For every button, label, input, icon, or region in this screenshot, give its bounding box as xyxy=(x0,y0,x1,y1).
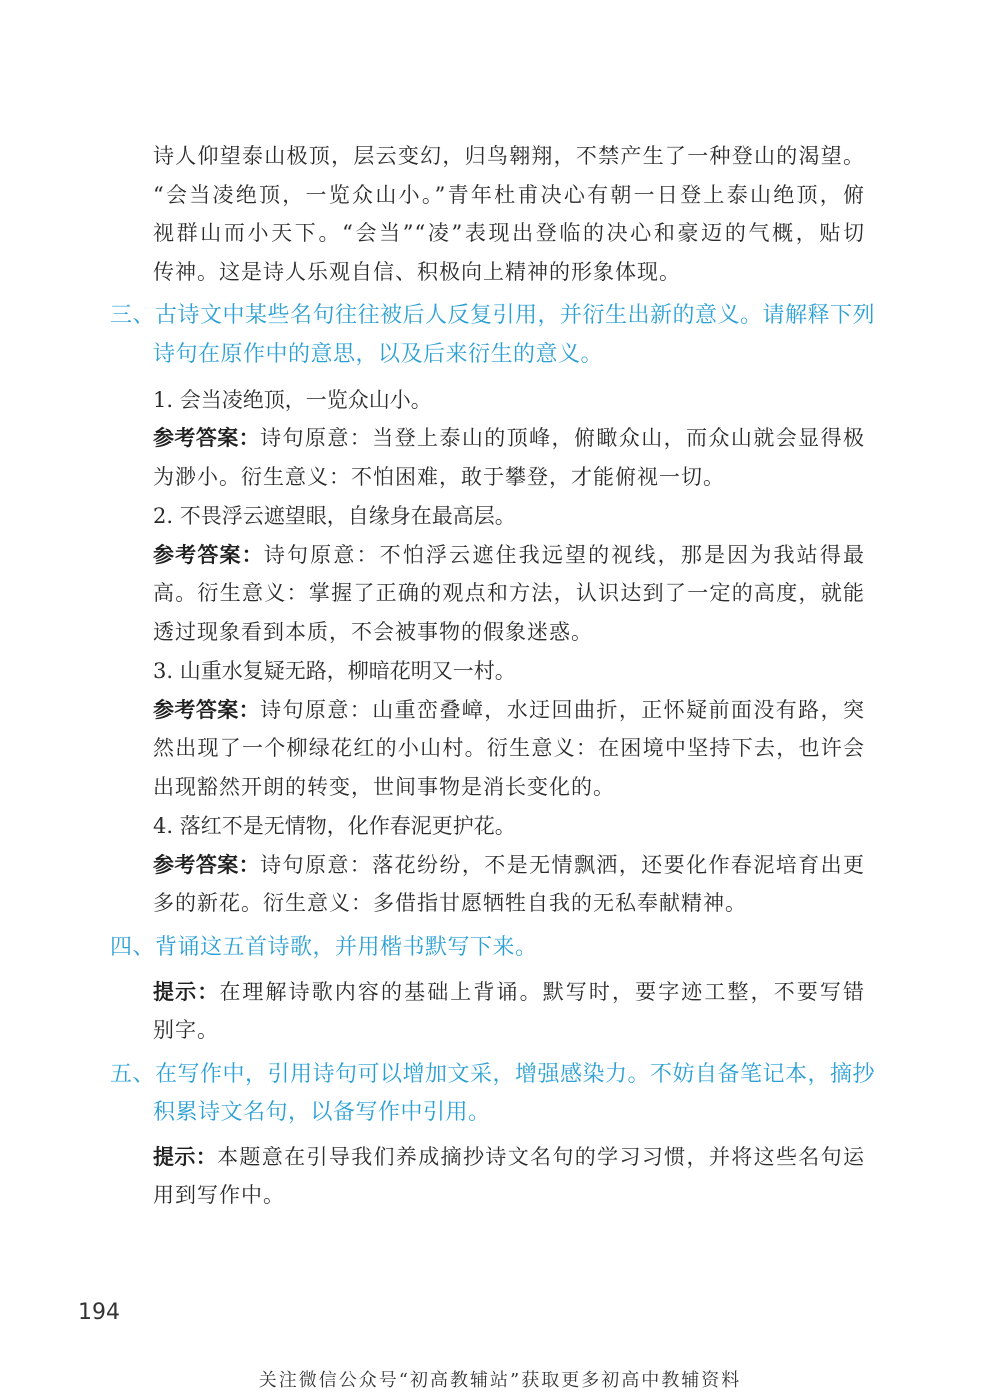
poem-line-1: 1. 会当凌绝顶，一览众山小。 xyxy=(153,388,432,412)
section-5-heading-line-2: 积累诗文名句，以备写作中引用。 xyxy=(153,1100,491,1125)
answer-label: 参考答案： xyxy=(153,853,261,877)
answer-2-line-3: 透过现象看到本质，不会被事物的假象迷惑。 xyxy=(153,620,593,644)
answer-label: 参考答案： xyxy=(153,426,261,450)
answer-2-line-2: 高。衍生意义：掌握了正确的观点和方法，认识达到了一定的高度，就能 xyxy=(153,581,865,605)
hint-label: 提示： xyxy=(153,980,220,1004)
hint-text: 本题意在引导我们养成摘抄诗文名句的学习习惯，并将这些名句运 xyxy=(217,1145,866,1169)
intro-line-3: 视群山而小天下。“会当”“凌”表现出登临的决心和豪迈的气概，贴切 xyxy=(153,221,865,245)
answer-3-line-2: 然出现了一个柳绿花红的小山村。衍生意义：在困境中坚持下去，也许会 xyxy=(153,736,865,760)
section-3-heading-line-2: 诗句在原作中的意思，以及后来衍生的意义。 xyxy=(153,342,604,367)
answer-4-line-2: 多的新花。衍生意义：多借指甘愿牺牲自我的无私奉献精神。 xyxy=(153,891,747,915)
section-4-hint-line-1 xyxy=(153,972,865,1012)
intro-line-1: 诗人仰望泰山极顶，层云变幻，归鸟翱翔，不禁产生了一种登山的渴望。 xyxy=(153,144,865,168)
intro-line-2: “会当凌绝顶，一览众山小。”青年杜甫决心有朝一日登上泰山绝顶，俯 xyxy=(153,183,865,207)
answer-label: 参考答案： xyxy=(153,698,261,722)
intro-line-4: 传神。这是诗人乐观自信、积极向上精神的形象体现。 xyxy=(153,260,681,284)
answer-4-line-1 xyxy=(153,845,865,885)
poem-line-2: 2. 不畏浮云遮望眼，自缘身在最高层。 xyxy=(153,504,516,528)
answer-text: 诗句原意：山重峦叠嶂，水迂回曲折，正怀疑前面没有路，突 xyxy=(260,698,866,722)
section-4-hint-line-2: 别字。 xyxy=(153,1018,219,1042)
section-5-hint-line-2: 用到写作中。 xyxy=(153,1183,285,1207)
footer-notice: 关注微信公众号“初高教辅站”获取更多初高中教辅资料 xyxy=(258,1370,742,1391)
section-3-heading-line-1: 三、古诗文中某些名句往往被后人反复引用，并衍生出新的意义。请解释下列 xyxy=(110,303,876,328)
answer-text: 诗句原意：当登上泰山的顶峰，俯瞰众山，而众山就会显得极 xyxy=(260,426,866,450)
answer-label: 参考答案： xyxy=(153,543,264,567)
page-number: 194 xyxy=(78,1300,120,1325)
poem-line-4: 4. 落红不是无情物，化作春泥更护花。 xyxy=(153,814,516,838)
poem-line-3: 3. 山重水复疑无路，柳暗花明又一村。 xyxy=(153,659,516,683)
section-5-hint-line-1 xyxy=(153,1137,865,1177)
hint-label: 提示： xyxy=(153,1145,218,1169)
answer-3-line-3: 出现豁然开朗的转变，世间事物是消长变化的。 xyxy=(153,775,615,799)
answer-1-line-1 xyxy=(153,418,865,458)
answer-text: 诗句原意：落花纷纷，不是无情飘洒，还要化作春泥培育出更 xyxy=(260,853,866,877)
answer-text: 诗句原意：不怕浮云遮住我远望的视线，那是因为我站得最 xyxy=(263,543,866,567)
section-4-heading: 四、背诵这五首诗歌，并用楷书默写下来。 xyxy=(110,935,538,960)
answer-1-line-2: 为渺小。衍生意义：不怕困难，敢于攀登，才能俯视一切。 xyxy=(153,465,725,489)
hint-text: 在理解诗歌内容的基础上背诵。默写时，要字迹工整，不要写错 xyxy=(219,980,866,1004)
answer-2-line-1 xyxy=(153,535,865,575)
section-5-heading-line-1: 五、在写作中，引用诗句可以增加文采，增强感染力。不妨自备笔记本，摘抄 xyxy=(110,1062,876,1087)
answer-3-line-1 xyxy=(153,690,865,730)
